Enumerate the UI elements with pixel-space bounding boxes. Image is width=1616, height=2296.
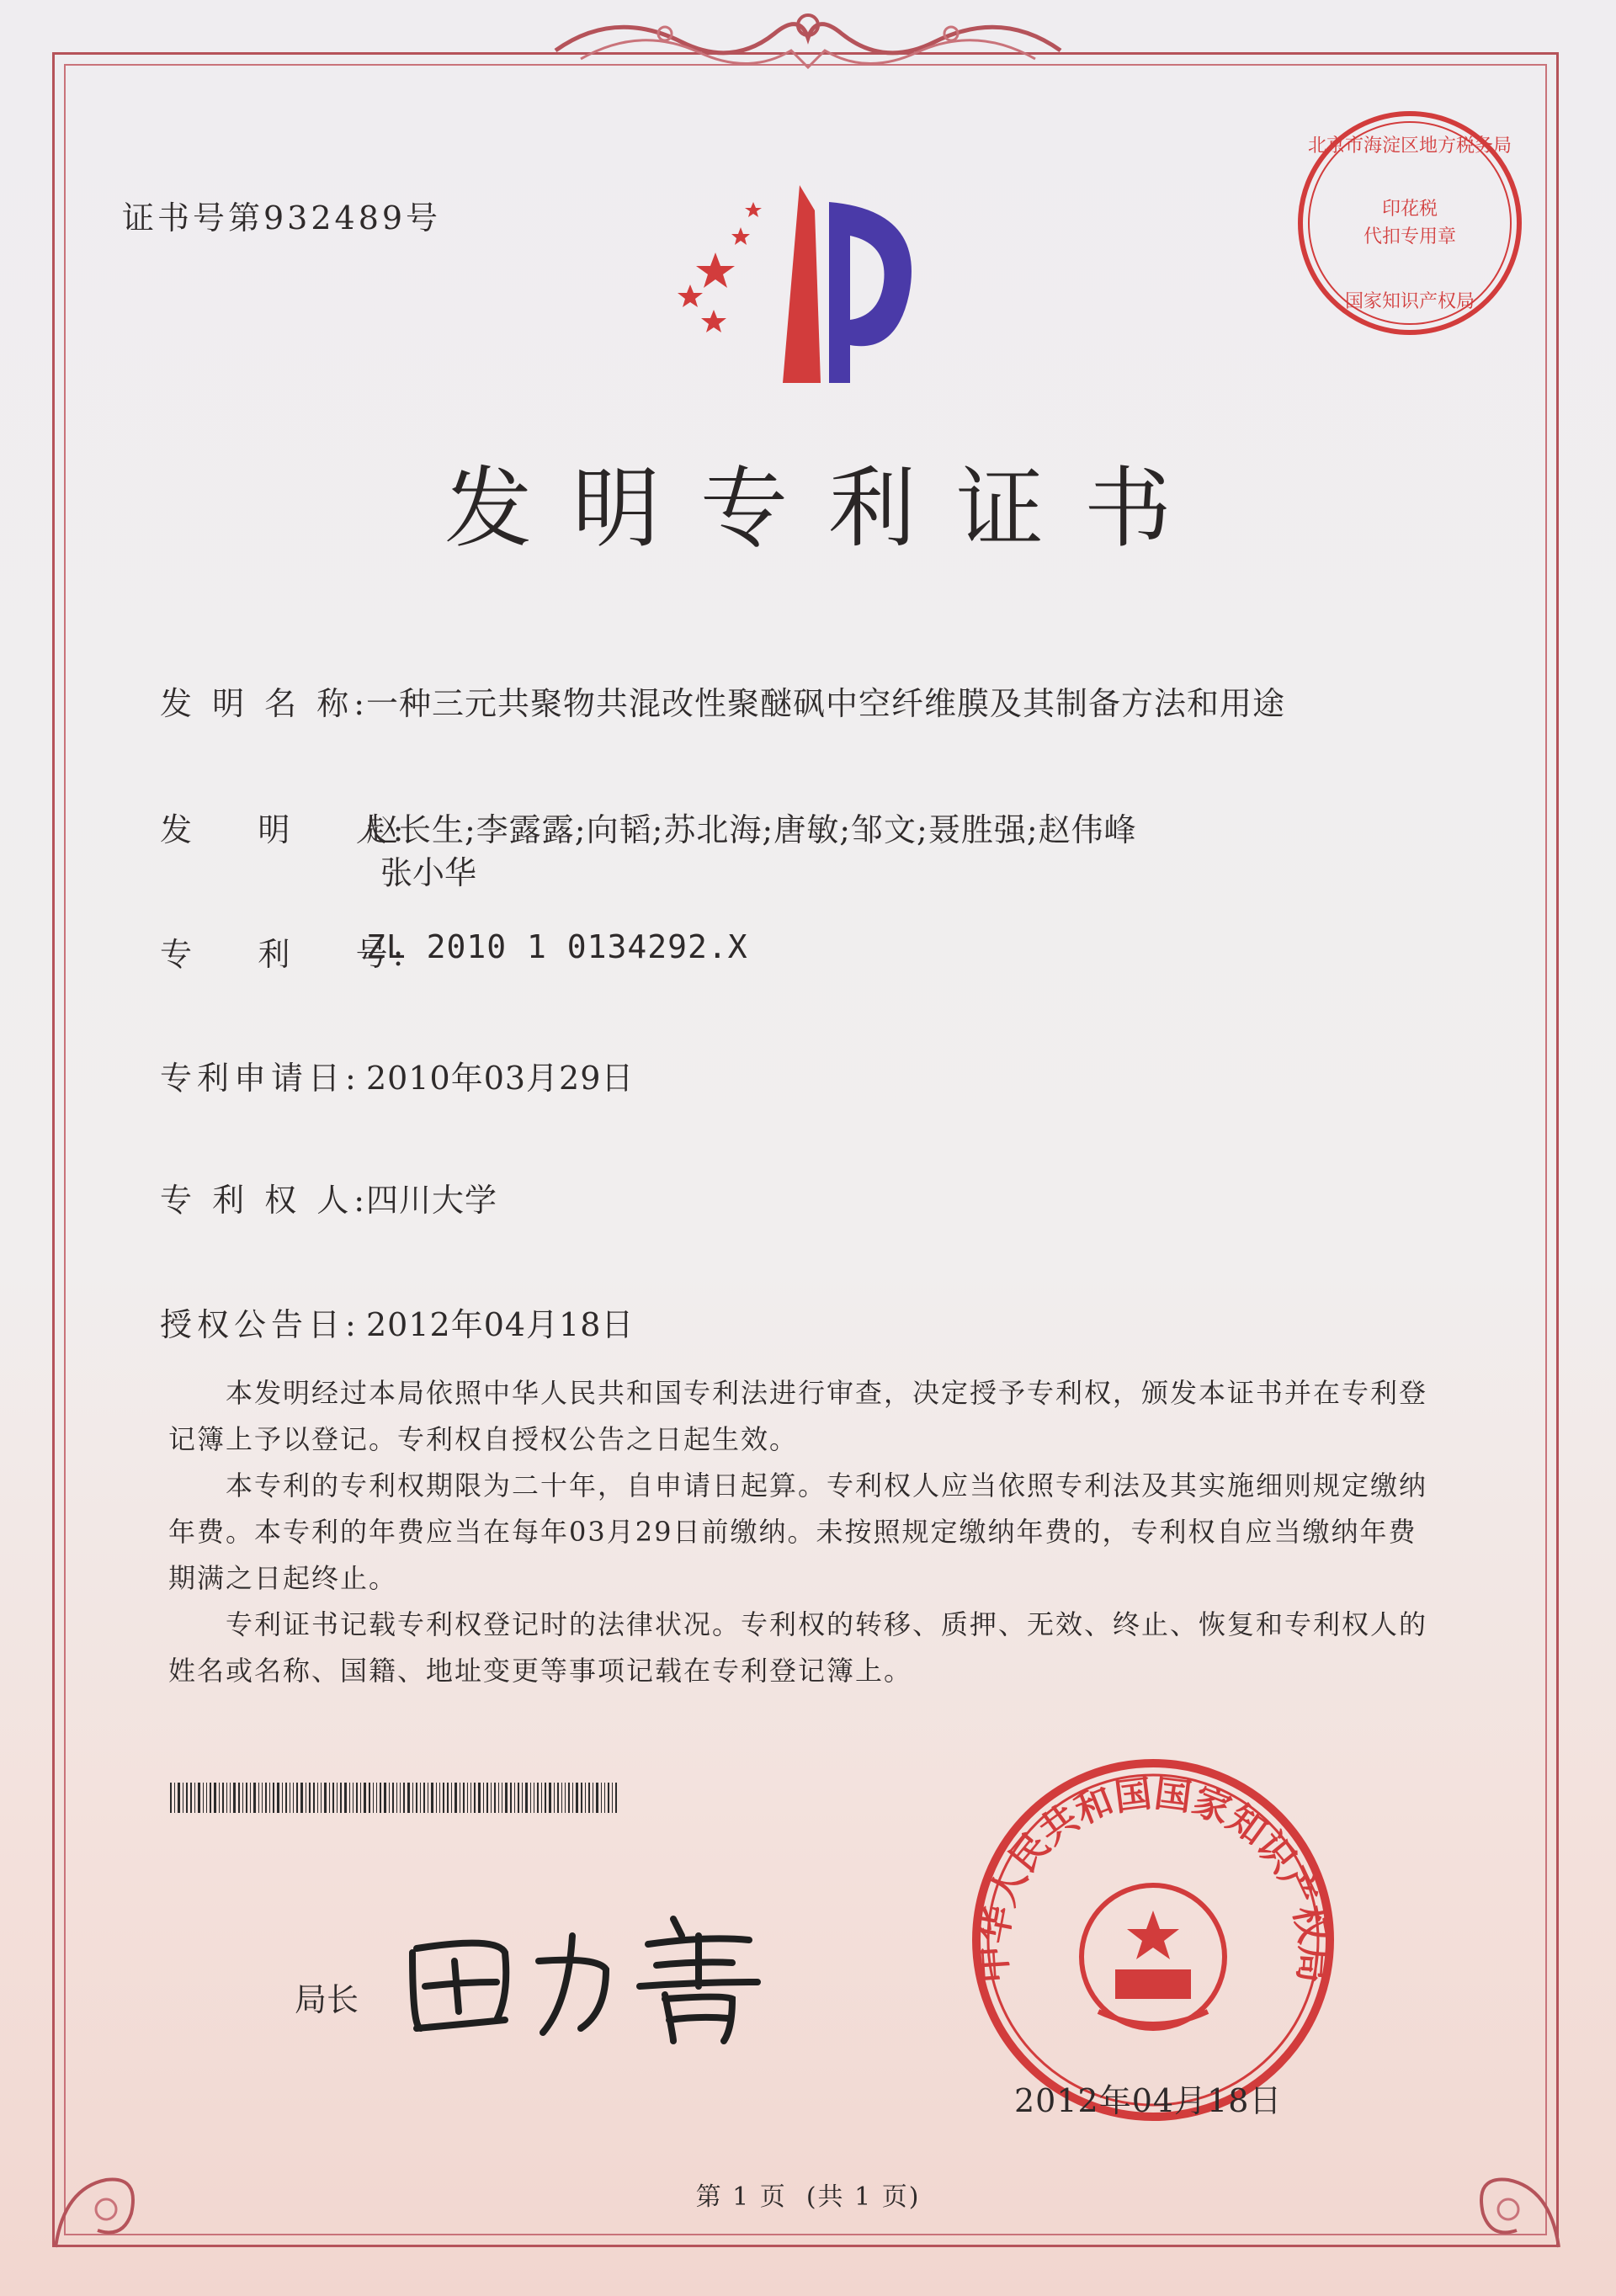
barcode-bar xyxy=(389,1783,390,1813)
barcode-bar xyxy=(296,1783,298,1813)
barcode-bar xyxy=(250,1783,251,1813)
barcode-bar xyxy=(585,1783,586,1813)
barcode-bar xyxy=(360,1783,361,1813)
barcode-bar xyxy=(344,1783,347,1813)
barcode-bar xyxy=(300,1783,303,1813)
barcode xyxy=(170,1783,675,1813)
barcode-bar xyxy=(454,1783,457,1813)
patent-number-field xyxy=(160,928,748,975)
patentee-value: 四川大学 xyxy=(366,1182,498,1219)
barcode-bar xyxy=(317,1783,318,1813)
invention-name-field xyxy=(160,678,1285,724)
invention-name-label: 发 明 名 称: xyxy=(160,685,370,722)
barcode-bar xyxy=(568,1783,570,1813)
barcode-bar xyxy=(491,1783,492,1813)
barcode-bar xyxy=(596,1783,598,1813)
director-label: 局长 xyxy=(295,1981,359,2018)
barcode-bar xyxy=(525,1783,528,1813)
body-paragraph: 本发明经过本局依照中华人民共和国专利法进行审查，决定授予专利权，颁发本证书并在专利登记簿上予以登记。专利权自授权公告之日起生效。 xyxy=(168,1377,1428,1455)
barcode-bar xyxy=(210,1783,211,1813)
barcode-bar xyxy=(324,1783,327,1813)
barcode-bar xyxy=(282,1783,283,1813)
barcode-bar xyxy=(412,1783,413,1813)
barcode-bar xyxy=(258,1783,259,1813)
barcode-bar xyxy=(588,1783,590,1813)
barcode-bar xyxy=(565,1783,566,1813)
barcode-bar xyxy=(612,1783,613,1813)
grant-date-field xyxy=(160,1299,634,1345)
barcode-bar xyxy=(373,1783,374,1813)
svg-text:北京市海淀区地方税务局: 北京市海淀区地方税务局 xyxy=(1307,136,1512,157)
barcode-bar xyxy=(170,1783,172,1813)
barcode-bar xyxy=(541,1783,542,1813)
barcode-bar xyxy=(420,1783,421,1813)
barcode-bar xyxy=(423,1783,425,1813)
inventors-value: 赵长生;李露露;向韬;苏北海;唐敏;邹文;聂胜强;赵伟峰 xyxy=(366,811,1137,848)
barcode-bar xyxy=(285,1783,287,1813)
body-paragraph: 本专利的专利权期限为二十年，自申请日起算。专利权人应当依照专利法及其实施细则规定缴纳年费。本专利的年费应当在每年03月29日前缴纳。未按照规定缴纳年费的，专利权自应当缴纳年费期满之日起终止。 xyxy=(168,1470,1428,1594)
barcode-bar xyxy=(601,1783,602,1813)
barcode-bar xyxy=(219,1783,220,1813)
tax-seal-stamp xyxy=(1288,101,1532,345)
barcode-bar xyxy=(369,1783,370,1813)
grant-date-value: 2012年04月18日 xyxy=(366,1306,635,1343)
barcode-bar xyxy=(321,1783,322,1813)
director-signature xyxy=(396,1902,783,2045)
invention-name-value: 一种三元共聚物共混改性聚醚砜中空纤维膜及其制备方法和用途 xyxy=(366,685,1286,722)
barcode-bar xyxy=(329,1783,330,1813)
barcode-bar xyxy=(293,1783,294,1813)
patentee-field xyxy=(160,1174,497,1220)
barcode-bar xyxy=(376,1783,377,1813)
barcode-bar xyxy=(557,1783,559,1813)
barcode-bar xyxy=(403,1783,405,1813)
barcode-bar xyxy=(253,1783,256,1813)
barcode-bar xyxy=(353,1783,354,1813)
application-date-value: 2010年03月29日 xyxy=(366,1060,635,1097)
barcode-bar xyxy=(186,1783,188,1813)
barcode-bar xyxy=(407,1783,410,1813)
barcode-bar xyxy=(277,1783,279,1813)
barcode-bar xyxy=(226,1783,227,1813)
barcode-bar xyxy=(522,1783,523,1813)
barcode-bar xyxy=(332,1783,334,1813)
barcode-bar xyxy=(604,1783,605,1813)
barcode-bar xyxy=(364,1783,366,1813)
barcode-bar xyxy=(545,1783,546,1813)
barcode-bar xyxy=(349,1783,350,1813)
barcode-bar xyxy=(340,1783,342,1813)
certificate-title: 发明专利证书 xyxy=(444,457,1212,560)
barcode-bar xyxy=(400,1783,401,1813)
issue-date: 2012年04月18日 xyxy=(1014,2082,1283,2119)
barcode-bar xyxy=(203,1783,204,1813)
barcode-bar xyxy=(518,1783,519,1813)
barcode-bar xyxy=(380,1783,381,1813)
barcode-bar xyxy=(384,1783,386,1813)
svg-text:代扣专用章: 代扣专用章 xyxy=(1363,226,1457,247)
barcode-bar xyxy=(576,1783,578,1813)
body-paragraph: 专利证书记载专利权登记时的法律状况。专利权的转移、质押、无效、终止、恢复和专利权人的姓名或名称、国籍、地址变更等事项记载在专利登记簿上。 xyxy=(168,1608,1428,1687)
barcode-bar xyxy=(233,1783,236,1813)
barcode-bar xyxy=(615,1783,617,1813)
svg-text:国家知识产权局: 国家知识产权局 xyxy=(1344,291,1475,312)
barcode-bar xyxy=(273,1783,274,1813)
patent-office-seal-stamp xyxy=(964,1751,1342,2129)
barcode-bar xyxy=(447,1783,449,1813)
barcode-bar xyxy=(337,1783,338,1813)
barcode-bar xyxy=(494,1783,496,1813)
barcode-bar xyxy=(474,1783,476,1813)
barcode-bar xyxy=(436,1783,437,1813)
barcode-bar xyxy=(608,1783,609,1813)
barcode-bar xyxy=(198,1783,200,1813)
grant-date-label: 授权公告日: xyxy=(160,1306,361,1343)
barcode-bar xyxy=(416,1783,417,1813)
barcode-bar xyxy=(483,1783,484,1813)
barcode-bar xyxy=(439,1783,440,1813)
barcode-bar xyxy=(467,1783,468,1813)
barcode-bar xyxy=(561,1783,562,1813)
barcode-bar xyxy=(174,1783,175,1813)
svg-text:印花税: 印花税 xyxy=(1381,199,1438,220)
barcode-bar xyxy=(431,1783,433,1813)
barcode-bar xyxy=(265,1783,267,1813)
patent-office-logo-icon xyxy=(673,177,943,396)
application-date-field xyxy=(160,1052,634,1098)
barcode-bar xyxy=(530,1783,531,1813)
barcode-bar xyxy=(470,1783,471,1813)
barcode-bar xyxy=(230,1783,231,1813)
barcode-bar xyxy=(581,1783,582,1813)
inventors-field xyxy=(160,804,1137,850)
inventors-label: 发 明 人: xyxy=(160,811,409,848)
certificate-body-text xyxy=(168,1370,1431,1694)
application-date-label: 专利申请日: xyxy=(160,1060,361,1097)
patent-number-value: ZL 2010 1 0134292.X xyxy=(366,928,748,965)
barcode-bar xyxy=(549,1783,551,1813)
barcode-bar xyxy=(269,1783,270,1813)
barcode-bar xyxy=(478,1783,481,1813)
barcode-bar xyxy=(190,1783,192,1813)
barcode-bar xyxy=(498,1783,499,1813)
patentee-label: 专 利 权 人: xyxy=(160,1182,370,1219)
barcode-bar xyxy=(463,1783,465,1813)
barcode-bar xyxy=(242,1783,243,1813)
barcode-bar xyxy=(554,1783,555,1813)
barcode-bar xyxy=(309,1783,311,1813)
certificate-number: 证书号第932489号 xyxy=(122,199,442,237)
barcode-bar xyxy=(572,1783,573,1813)
inventors-value-line2: 张小华 xyxy=(380,854,477,891)
patent-number-label: 专 利 号: xyxy=(160,936,409,973)
barcode-bar xyxy=(313,1783,315,1813)
barcode-bar xyxy=(356,1783,358,1813)
barcode-bar xyxy=(206,1783,207,1813)
barcode-bar xyxy=(178,1783,180,1813)
barcode-bar xyxy=(486,1783,488,1813)
barcode-bar xyxy=(537,1783,539,1813)
barcode-bar xyxy=(246,1783,247,1813)
barcode-bar xyxy=(505,1783,508,1813)
barcode-bar xyxy=(214,1783,216,1813)
barcode-bar xyxy=(262,1783,263,1813)
page-number: 第 1 页 (共 1 页) xyxy=(695,2182,921,2212)
barcode-bar xyxy=(514,1783,515,1813)
barcode-bar xyxy=(443,1783,444,1813)
barcode-bar xyxy=(238,1783,240,1813)
svg-text:中华人民共和国国家知识产权局: 中华人民共和国国家知识产权局 xyxy=(971,1772,1335,1985)
barcode-bar xyxy=(194,1783,195,1813)
top-ornament-icon xyxy=(547,0,1069,101)
barcode-bar xyxy=(396,1783,397,1813)
barcode-bar xyxy=(451,1783,452,1813)
barcode-bar xyxy=(392,1783,394,1813)
barcode-bar xyxy=(222,1783,224,1813)
barcode-bar xyxy=(510,1783,512,1813)
